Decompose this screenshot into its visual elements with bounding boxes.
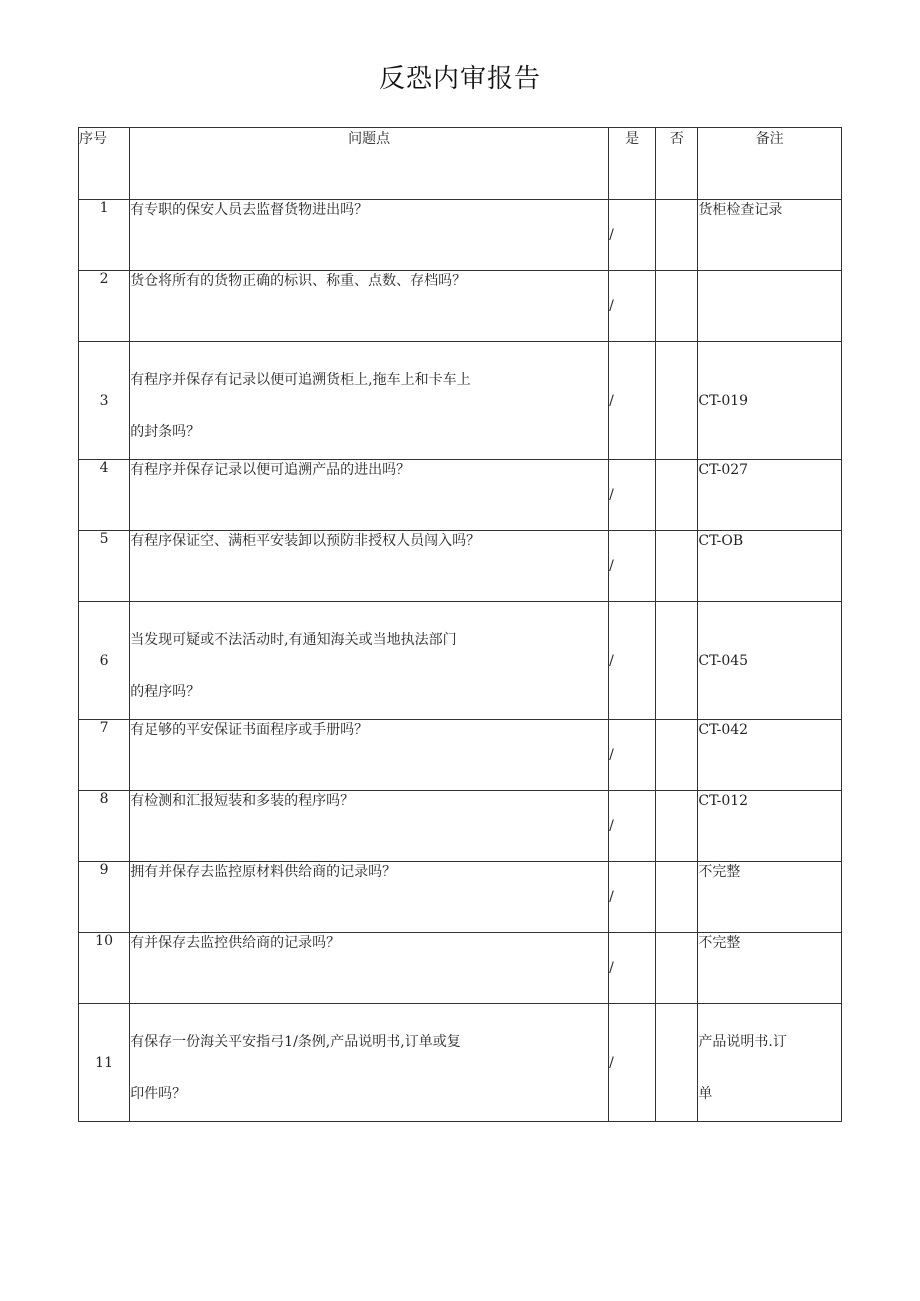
table-row [79,342,842,460]
row-remark: 不完整 [698,933,842,1004]
row-question [130,862,609,933]
row-question [130,602,609,720]
row-yes-mark: / [609,720,656,791]
row-no-mark [656,271,698,342]
row-number: 9 [79,862,130,933]
row-no-mark [656,791,698,862]
row-number: 4 [79,460,130,531]
page-title: 反恐内审报告 [378,64,541,94]
row-no-mark [656,342,698,460]
table-row [79,862,842,933]
row-remark: 货柜检查记录 [698,200,842,271]
row-number: 6 [79,602,130,720]
question-line-1: 有程序保证空、满柜平安装卸以预防非授权人员闯入吗？ [130,533,481,549]
question-line-1: 有专职的保安人员去监督货物进出吗？ [130,202,369,218]
row-question [130,271,609,342]
row-remark: 不完整 [698,862,842,933]
table-row [79,720,842,791]
row-question [130,720,609,791]
row-number: 5 [79,531,130,602]
row-yes-mark: / [609,460,656,531]
header-yes: 是 [609,128,656,200]
row-no-mark [656,200,698,271]
table-row [79,1004,842,1122]
question-line-1: 有并保存去监控供给商的记录吗？ [130,935,341,951]
row-remark [698,271,842,342]
header-question: 问题点 [130,128,609,200]
table-row [79,531,842,602]
row-remark: CT-045 [698,602,842,720]
question-line-1: 有程序并保存记录以便可追溯产品的进出吗？ [130,462,411,478]
row-yes-mark: / [609,271,656,342]
row-remark: CT-042 [698,720,842,791]
row-no-mark [656,933,698,1004]
row-number: 10 [79,933,130,1004]
table-row [79,271,842,342]
row-yes-mark: / [609,342,656,460]
row-question [130,1004,609,1122]
row-question [130,342,609,460]
row-remark: CT-027 [698,460,842,531]
question-line-1: 当发现可疑或不法活动时,有通知海关或当地执法部门 [130,632,457,648]
row-yes-mark: / [609,1004,656,1122]
row-yes-mark: / [609,531,656,602]
row-remark: CT-019 [698,342,842,460]
row-question [130,933,609,1004]
table-row [79,200,842,271]
header-remark: 备注 [698,128,842,200]
row-number: 3 [79,342,130,460]
row-yes-mark: / [609,862,656,933]
row-no-mark [656,460,698,531]
header-no-col: 否 [656,128,698,200]
table-row [79,791,842,862]
row-remark [698,1004,842,1122]
question-line-2: 的封条吗？ [130,424,201,440]
question-line-1: 有检测和汇报短装和多装的程序吗？ [130,793,355,809]
row-number: 1 [79,200,130,271]
row-number: 7 [79,720,130,791]
row-no-mark [656,1004,698,1122]
question-line-1: 货仓将所有的货物正确的标识、称重、点数、存档吗？ [130,273,467,289]
row-no-mark [656,531,698,602]
row-number: 11 [79,1004,130,1122]
audit-table [78,127,842,1122]
row-no-mark [656,602,698,720]
row-remark: CT-OB [698,531,842,602]
remark-line-2: 单 [698,1086,713,1102]
table-row [79,602,842,720]
question-line-1: 有程序并保存有记录以便可追溯货柜上,拖车上和卡车上 [130,372,471,388]
table-row [79,460,842,531]
question-line-1: 有保存一份海关平安指弓1/条例,产品说明书,订单或复 [130,1034,461,1050]
question-line-1: 有足够的平安保证书面程序或手册吗？ [130,722,369,738]
row-yes-mark: / [609,200,656,271]
row-no-mark [656,720,698,791]
row-question [130,460,609,531]
row-number: 8 [79,791,130,862]
row-no-mark [656,862,698,933]
table-header-row [79,128,842,200]
row-question [130,200,609,271]
remark-line-1: 产品说明书.订 [698,1034,787,1050]
question-line-2: 的程序吗？ [130,684,201,700]
row-question [130,791,609,862]
question-line-1: 拥有并保存去监控原材料供给商的记录吗？ [130,864,397,880]
header-no: 序号 [79,128,130,200]
question-line-2: 印件吗？ [130,1086,187,1102]
row-yes-mark: / [609,602,656,720]
row-number: 2 [79,271,130,342]
row-yes-mark: / [609,791,656,862]
row-remark: CT-012 [698,791,842,862]
row-yes-mark: / [609,933,656,1004]
row-question [130,531,609,602]
table-row [79,933,842,1004]
